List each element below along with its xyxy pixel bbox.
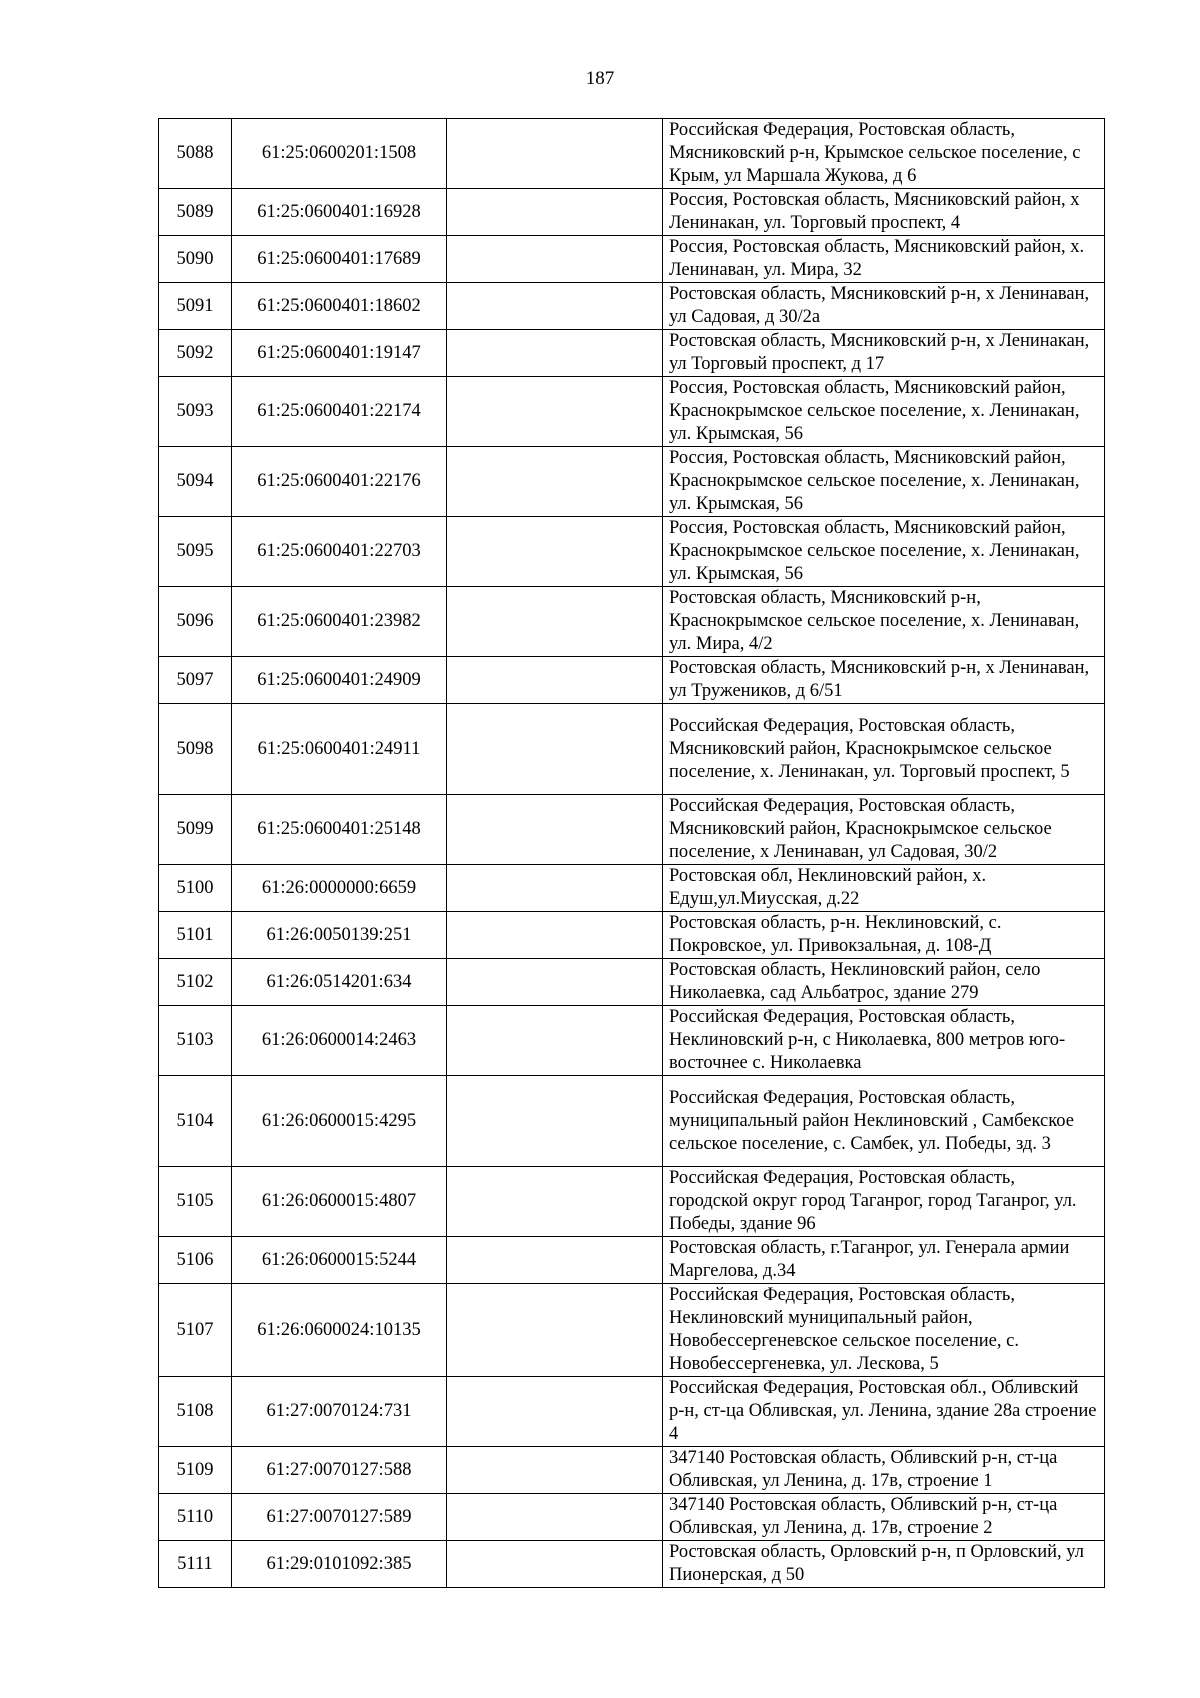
empty-cell — [447, 912, 663, 959]
cadastral-number-cell: 61:25:0600401:17689 — [232, 236, 447, 283]
address-cell: Российская Федерация, Ростовская область, муниципальный район Неклиновский , Самбекское сельское поселение, с. Самбек, ул. Победы, зд. 3 — [663, 1076, 1105, 1167]
empty-cell — [447, 447, 663, 517]
empty-cell — [447, 1377, 663, 1447]
address-cell: Ростовская область, Орловский р-н, п Орловский, ул Пионерская, д 50 — [663, 1541, 1105, 1588]
address-cell: Ростовская область, Мясниковский р-н, Краснокрымское сельское поселение, х. Ленинаван, ул. Мира, 4/2 — [663, 587, 1105, 657]
cadastral-number-cell: 61:26:0600015:5244 — [232, 1237, 447, 1284]
cadastral-number-cell: 61:25:0600401:24909 — [232, 657, 447, 704]
table-row — [159, 1237, 1105, 1284]
cadastral-number-cell: 61:26:0600015:4295 — [232, 1076, 447, 1167]
address-cell: Россия, Ростовская область, Мясниковский район, Краснокрымское сельское поселение, х. Ленинакан, ул. Крымская, 56 — [663, 447, 1105, 517]
row-number-cell: 5109 — [159, 1447, 232, 1494]
page-number: 187 — [585, 68, 615, 89]
row-number-cell: 5106 — [159, 1237, 232, 1284]
cadastral-number-cell: 61:27:0070127:588 — [232, 1447, 447, 1494]
empty-cell — [447, 330, 663, 377]
empty-cell — [447, 189, 663, 236]
row-number-cell: 5089 — [159, 189, 232, 236]
row-number-cell: 5092 — [159, 330, 232, 377]
row-number-cell: 5105 — [159, 1167, 232, 1237]
address-cell: Российская Федерация, Ростовская область, городской округ город Таганрог, город Таганрог, ул. Победы, здание 96 — [663, 1167, 1105, 1237]
row-number-cell: 5103 — [159, 1006, 232, 1076]
table-row — [159, 587, 1105, 657]
table-row — [159, 1541, 1105, 1588]
table-row — [159, 377, 1105, 447]
table-row — [159, 1076, 1105, 1167]
table-row — [159, 704, 1105, 795]
table-row — [159, 959, 1105, 1006]
cadastral-number-cell: 61:26:0000000:6659 — [232, 865, 447, 912]
empty-cell — [447, 865, 663, 912]
row-number-cell: 5101 — [159, 912, 232, 959]
empty-cell — [447, 657, 663, 704]
address-cell: Россия, Ростовская область, Мясниковский район, х. Ленинаван, ул. Мира, 32 — [663, 236, 1105, 283]
address-cell: Россия, Ростовская область, Мясниковский район, Краснокрымское сельское поселение, х. Ленинакан, ул. Крымская, 56 — [663, 517, 1105, 587]
address-cell: Ростовская область, Мясниковский р-н, х Ленинакан, ул Торговый проспект, д 17 — [663, 330, 1105, 377]
table-row — [159, 189, 1105, 236]
address-cell: Россия, Ростовская область, Мясниковский район, х Ленинакан, ул. Торговый проспект, 4 — [663, 189, 1105, 236]
cadastral-number-cell: 61:26:0050139:251 — [232, 912, 447, 959]
table-row — [159, 795, 1105, 865]
row-number-cell: 5096 — [159, 587, 232, 657]
row-number-cell: 5098 — [159, 704, 232, 795]
cadastral-number-cell: 61:29:0101092:385 — [232, 1541, 447, 1588]
address-cell: Ростовская область, Неклиновский район, село Николаевка, сад Альбатрос, здание 279 — [663, 959, 1105, 1006]
table-row — [159, 119, 1105, 189]
cadastral-number-cell: 61:25:0600401:19147 — [232, 330, 447, 377]
row-number-cell: 5102 — [159, 959, 232, 1006]
address-cell: Российская Федерация, Ростовская обл., Обливский р-н, ст-ца Обливская, ул. Ленина, здание 28а строение 4 — [663, 1377, 1105, 1447]
address-cell: Ростовская область, Мясниковский р-н, х Ленинаван, ул Тружеников, д 6/51 — [663, 657, 1105, 704]
table-row — [159, 283, 1105, 330]
address-cell: 347140 Ростовская область, Обливский р-н, ст-ца Обливская, ул Ленина, д. 17в, строение 1 — [663, 1447, 1105, 1494]
cadastral-number-cell: 61:26:0600015:4807 — [232, 1167, 447, 1237]
row-number-cell: 5090 — [159, 236, 232, 283]
empty-cell — [447, 1541, 663, 1588]
table-row — [159, 1167, 1105, 1237]
row-number-cell: 5094 — [159, 447, 232, 517]
cadastral-number-cell: 61:26:0514201:634 — [232, 959, 447, 1006]
table-row — [159, 517, 1105, 587]
address-cell: Ростовская область, г.Таганрог, ул. Генерала армии Маргелова, д.34 — [663, 1237, 1105, 1284]
table-row — [159, 865, 1105, 912]
cadastral-number-cell: 61:25:0600401:16928 — [232, 189, 447, 236]
row-number-cell: 5099 — [159, 795, 232, 865]
cadastral-number-cell: 61:25:0600401:18602 — [232, 283, 447, 330]
table-row — [159, 912, 1105, 959]
row-number-cell: 5093 — [159, 377, 232, 447]
empty-cell — [447, 1167, 663, 1237]
cadastral-number-cell: 61:26:0600024:10135 — [232, 1284, 447, 1377]
address-cell: Россия, Ростовская область, Мясниковский район, Краснокрымское сельское поселение, х. Ленинакан, ул. Крымская, 56 — [663, 377, 1105, 447]
empty-cell — [447, 1076, 663, 1167]
cadastral-number-cell: 61:25:0600401:22703 — [232, 517, 447, 587]
cadastral-number-cell: 61:25:0600401:24911 — [232, 704, 447, 795]
empty-cell — [447, 236, 663, 283]
address-cell: Российская Федерация, Ростовская область, Неклиновский муниципальный район, Новобессергеневское сельское поселение, с. Новобессергеневка, ул. Лескова, 5 — [663, 1284, 1105, 1377]
table-row — [159, 236, 1105, 283]
cadastral-number-cell: 61:25:0600201:1508 — [232, 119, 447, 189]
empty-cell — [447, 1494, 663, 1541]
table-row — [159, 1284, 1105, 1377]
empty-cell — [447, 795, 663, 865]
address-cell: Российская Федерация, Ростовская область, Мясниковский район, Краснокрымское сельское поселение, х. Ленинакан, ул. Торговый проспект, 5 — [663, 704, 1105, 795]
empty-cell — [447, 283, 663, 330]
table-row — [159, 1447, 1105, 1494]
address-cell: Российская Федерация, Ростовская область, Неклиновский р-н, с Николаевка, 800 метров юго-восточнее с. Николаевка — [663, 1006, 1105, 1076]
empty-cell — [447, 517, 663, 587]
cadastral-number-cell: 61:27:0070124:731 — [232, 1377, 447, 1447]
empty-cell — [447, 1006, 663, 1076]
empty-cell — [447, 1237, 663, 1284]
address-cell: Российская Федерация, Ростовская область, Мясниковский район, Краснокрымское сельское поселение, х Ленинаван, ул Садовая, 30/2 — [663, 795, 1105, 865]
row-number-cell: 5100 — [159, 865, 232, 912]
address-cell: Ростовская область, р-н. Неклиновский, с. Покровское, ул. Привокзальная, д. 108-Д — [663, 912, 1105, 959]
address-cell: 347140 Ростовская область, Обливский р-н, ст-ца Обливская, ул Ленина, д. 17в, строение 2 — [663, 1494, 1105, 1541]
table-row — [159, 657, 1105, 704]
cadastral-number-cell: 61:25:0600401:25148 — [232, 795, 447, 865]
cadastral-number-cell: 61:26:0600014:2463 — [232, 1006, 447, 1076]
address-cell: Российская Федерация, Ростовская область, Мясниковский р-н, Крымское сельское поселение, с Крым, ул Маршала Жукова, д 6 — [663, 119, 1105, 189]
row-number-cell: 5088 — [159, 119, 232, 189]
cadastral-number-cell: 61:27:0070127:589 — [232, 1494, 447, 1541]
row-number-cell: 5091 — [159, 283, 232, 330]
table-row — [159, 1377, 1105, 1447]
table-row — [159, 1494, 1105, 1541]
row-number-cell: 5108 — [159, 1377, 232, 1447]
registry-table — [158, 118, 1105, 1588]
cadastral-number-cell: 61:25:0600401:22174 — [232, 377, 447, 447]
table-row — [159, 330, 1105, 377]
registry-table-body — [159, 119, 1105, 1588]
empty-cell — [447, 704, 663, 795]
row-number-cell: 5104 — [159, 1076, 232, 1167]
address-cell: Ростовская область, Мясниковский р-н, х Ленинаван, ул Садовая, д 30/2а — [663, 283, 1105, 330]
empty-cell — [447, 1284, 663, 1377]
table-row — [159, 447, 1105, 517]
empty-cell — [447, 959, 663, 1006]
empty-cell — [447, 587, 663, 657]
row-number-cell: 5110 — [159, 1494, 232, 1541]
row-number-cell: 5111 — [159, 1541, 232, 1588]
row-number-cell: 5097 — [159, 657, 232, 704]
empty-cell — [447, 377, 663, 447]
cadastral-number-cell: 61:25:0600401:23982 — [232, 587, 447, 657]
empty-cell — [447, 119, 663, 189]
address-cell: Ростовская обл, Неклиновский район, х. Едуш,ул.Миусская, д.22 — [663, 865, 1105, 912]
empty-cell — [447, 1447, 663, 1494]
row-number-cell: 5095 — [159, 517, 232, 587]
table-row — [159, 1006, 1105, 1076]
cadastral-number-cell: 61:25:0600401:22176 — [232, 447, 447, 517]
row-number-cell: 5107 — [159, 1284, 232, 1377]
